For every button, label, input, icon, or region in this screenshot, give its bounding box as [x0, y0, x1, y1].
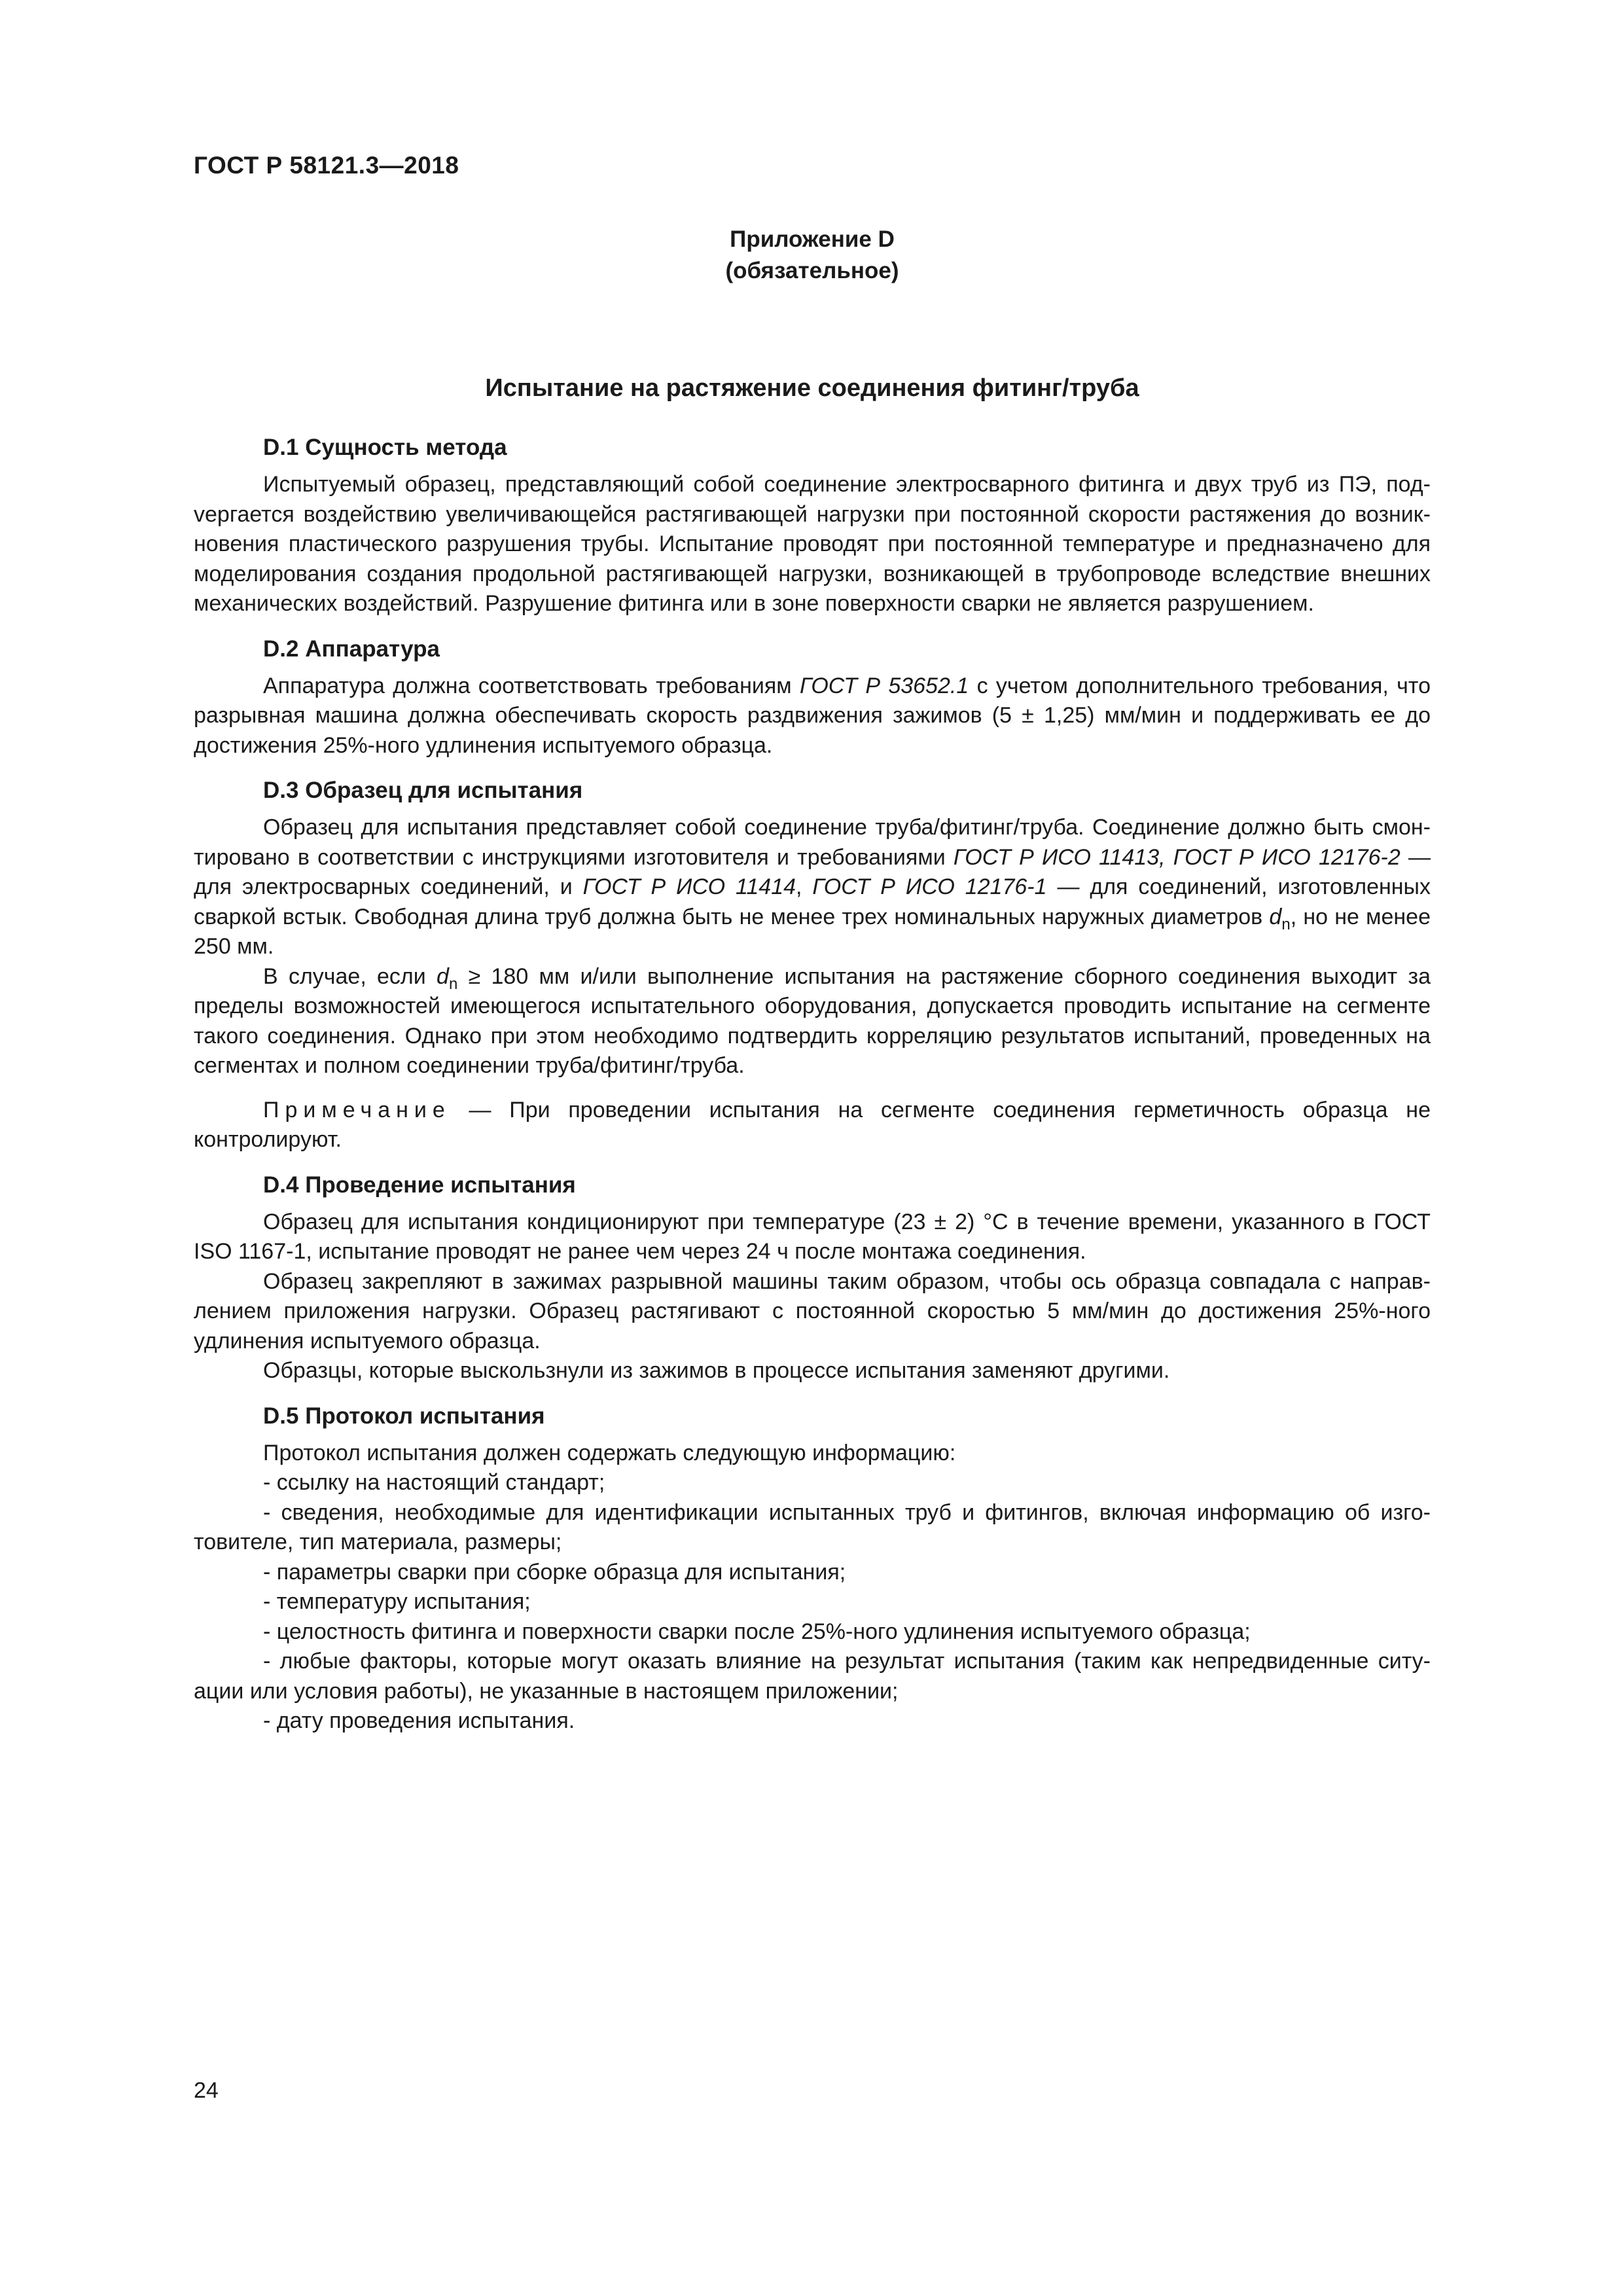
section-d1	[194, 432, 1431, 619]
section-heading: D.2 Аппаратура	[263, 636, 440, 662]
list-item: - сведения, необходимые для идентификации испытанных труб и фитингов, включая информацию об изготовителе, тип материала, размеры;	[194, 1499, 1431, 1554]
variable-subscript: n	[448, 975, 458, 993]
standard-reference: ГОСТ Р ИСО 11414	[582, 874, 796, 899]
paragraph: Испытуемый образец, представляющий собой соединение электросварного фитинга и двух труб из ПЭ, подvергается воздействию увеличивающейся растягивающей нагрузки при постоянной скорости растяжения до возникновения пластического разрушения трубы. Испытание проводят при постоянной температуре и предназначено для моделирования создания продольной растягивающей нагрузки, возникающей в трубопроводе вследствие внешних механических воздействий. Разрушение фитинга или в зоне поверхности сварки не является разрушением.	[194, 472, 1431, 616]
paragraph	[194, 672, 1431, 761]
text-run: ≥ 180 мм и/или выполнение испытания на растяжение сборного соединения выходит за пределы возможностей имеющегося испытательного оборудования, допускается проводить испытание на сегменте такого соединения. Однако при этом необходимо подтвердить корреляцию результатов испытаний, проведенных на сегментах и полном соединении труба/фитинг/труба.	[194, 963, 1431, 1078]
section-d4	[194, 1170, 1431, 1386]
section-heading: D.4 Проведение испытания	[263, 1172, 576, 1198]
annex-heading	[194, 224, 1431, 287]
section-heading: D.1 Сущность метода	[263, 435, 507, 460]
variable-subscript: n	[1281, 915, 1291, 933]
paragraph: Образец закрепляют в зажимах разрывной машины таким образом, чтобы ось образца совпадала с направлением приложения нагрузки. Образец растягивают с постоянной скоростью 5 мм/мин до достижения 25%-ного удлинения испытуемого образца.	[194, 1268, 1431, 1354]
variable-symbol: d	[437, 963, 449, 989]
standard-reference: ГОСТ Р 53652.1	[799, 673, 969, 698]
note-text: — При проведении испытания на сегменте соединения герметичность образца не контролируют.	[194, 1097, 1431, 1152]
standard-reference: ГОСТ Р ИСО 12176-1	[812, 874, 1047, 899]
paragraph: Образец для испытания кондиционируют при температуре (23 ± 2) °С в течение времени, указанного в ГОСТ ISO 1167-1, испытание проводят не ранее чем через 24 ч после монтажа соединения.	[194, 1209, 1431, 1264]
note-label: Примечание	[263, 1097, 451, 1122]
text-run: , но не менее 250 мм.	[194, 904, 1431, 959]
list-item: - параметры сварки при сборке образца для испытания;	[263, 1559, 846, 1585]
text-run: — для соединений, изготовленных сваркой встык. Свободная длина труб должна быть не менее трех номинальных наружных диаметров	[194, 874, 1431, 929]
list-item: - ссылку на настоящий стандарт;	[263, 1470, 605, 1495]
standard-reference: ГОСТ Р ИСО 12176-2	[1173, 844, 1400, 870]
section-heading: D.3 Образец для испытания	[263, 778, 583, 803]
text-run: Образец для испытания представляет собой соединение труба/фитинг/труба. Соединение должно быть смонтировано в соответствии с инструкциями изготовителя и требованиями	[194, 815, 1431, 870]
note	[194, 1096, 1431, 1155]
text-run: В случае, если	[263, 963, 437, 989]
variable-symbol: d	[1269, 904, 1282, 929]
paragraph	[194, 813, 1431, 962]
page-number: 24	[194, 2078, 219, 2103]
standard-reference: ГОСТ Р ИСО 11413	[953, 844, 1160, 870]
document-body	[194, 432, 1431, 1751]
paragraph: Протокол испытания должен содержать следующую информацию:	[263, 1440, 956, 1465]
paragraph: Образцы, которые выскользнули из зажимов в процессе испытания заменяют другими.	[263, 1358, 1170, 1383]
annex-status: (обязательное)	[725, 258, 899, 283]
text-run: с учетом дополнительного требования, что разрывная машина должна обеспечивать скорость раздвижения зажимов (5 ± 1,25) мм/мин и поддерживать ее до достижения 25%-ного удлинения испытуемого образца.	[194, 673, 1431, 758]
text-run: ,	[796, 874, 813, 899]
list-item: - температуру испытания;	[263, 1589, 531, 1614]
annex-label: Приложение D	[730, 226, 895, 252]
paragraph	[194, 962, 1431, 1081]
list-item: - дату проведения испытания.	[263, 1708, 575, 1733]
annex-title: Испытание на растяжение соединения фитинг/труба	[485, 374, 1139, 402]
section-d3	[194, 775, 1431, 1155]
text-run: ,	[1159, 844, 1173, 870]
text-run: Аппаратура должна соответствовать требованиям	[263, 673, 800, 698]
list-item: - целостность фитинга и поверхности сварки после 25%-ного удлинения испытуемого образца;	[263, 1619, 1251, 1644]
section-heading: D.5 Протокол испытания	[263, 1403, 545, 1429]
section-d5	[194, 1401, 1431, 1736]
list-item: - любые факторы, которые могут оказать влияние на результат испытания (таким как непредвиденные ситуации или условия работы), не указанные в настоящем приложении;	[194, 1649, 1431, 1704]
text-run: — для электросварных соединений, и	[194, 844, 1431, 899]
document-standard-code: ГОСТ Р 58121.3—2018	[194, 152, 459, 179]
section-d2	[194, 634, 1431, 761]
